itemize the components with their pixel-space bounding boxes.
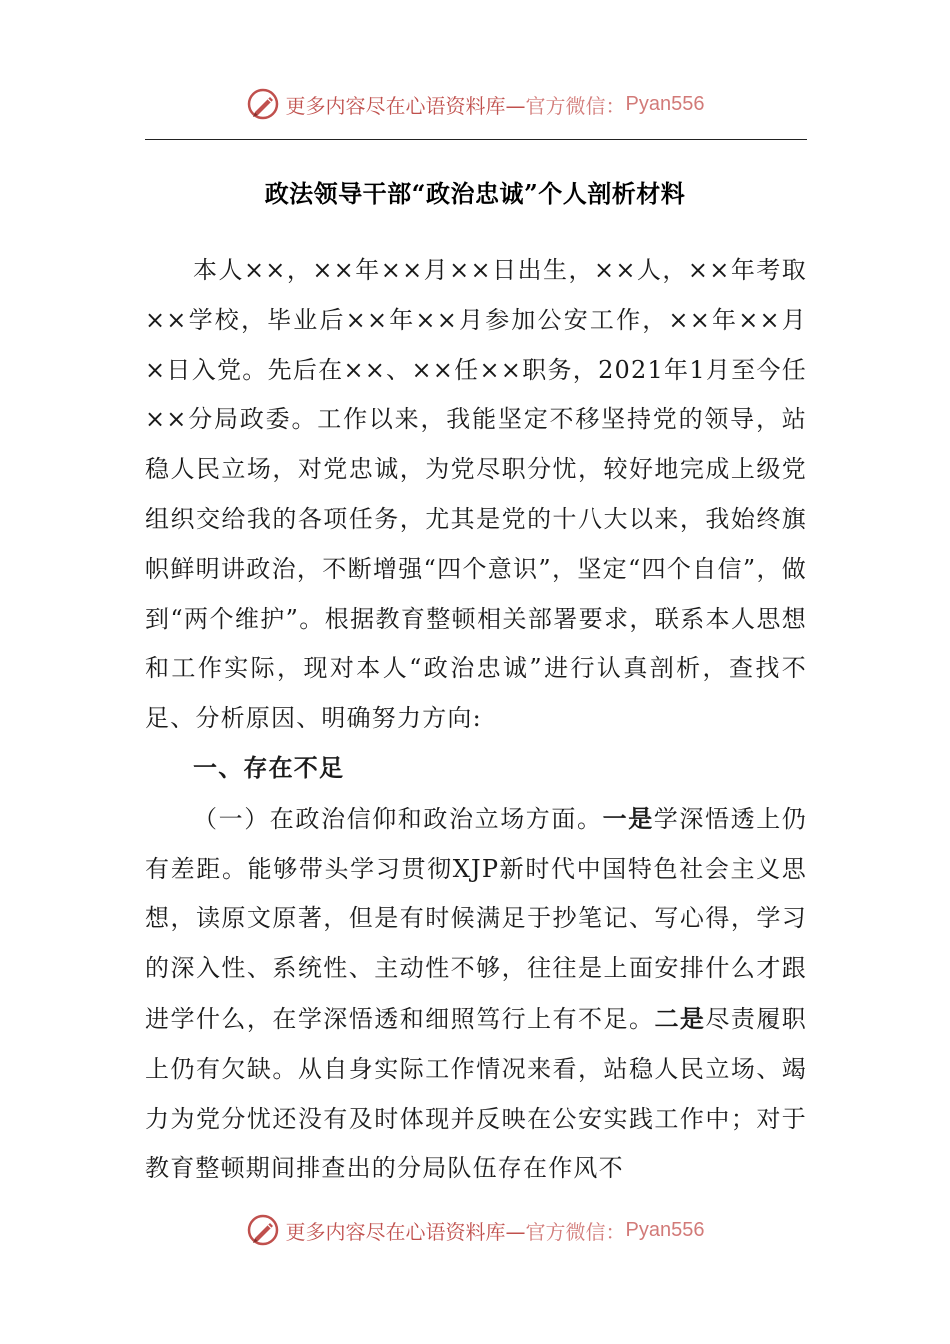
point-marker: 二是 (654, 1003, 706, 1033)
paragraph-text: 学深悟透上仍有差距。能够带头学习贯彻XJP新时代中国特色社会主义思想，读原文原著，但是有时候满足于抄笔记、写心得，学习的深入性、系统性、主动性不够，往往是上面安排什么才跟进学什么，在学深悟透和细照笃行上有不足。 (145, 804, 807, 1033)
header-banner (0, 84, 950, 124)
body-paragraph (145, 794, 807, 1194)
paragraph-lead: （一）在政治信仰和政治立场方面。 (193, 804, 603, 833)
section-heading: 一、存在不足 (193, 753, 345, 782)
intro-paragraph: 本人××，××年××月××日出生，××人，××年考取××学校，毕业后××年××月参加公安工作，××年××月×日入党。先后在××、××任××职务，2021年1月至今任××分局政委。工作以来，我能坚定不移坚持党的领导，站稳人民立场，对党忠诚，为党尽职分忧，较好地完成上级党组织交给我的各项任务，尤其是党的十八大以来，我始终旗帜鲜明讲政治，不断增强“四个意识”，坚定“四个自信”，做到“两个维护”。根据教育整顿相关部署要求，联系本人思想和工作实际，现对本人“政治忠诚”进行认真剖析，查找不足、分析原因、明确努力方向: (145, 256, 807, 733)
banner-wechat-id: Pyan556 (625, 92, 705, 115)
banner-text: 更多内容尽在心语资料库— (285, 1219, 526, 1244)
banner-text: 更多内容尽在心语资料库— (285, 93, 526, 118)
banner-wechat-label: 官方微信： (525, 93, 626, 118)
pen-logo-icon (246, 87, 280, 121)
document-title: 政法领导干部“政治忠诚”个人剖析材料 (264, 179, 686, 208)
paragraph-text: 尽责履职上仍有欠缺。从自身实际工作情况来看，站稳人民立场、竭力为党分忧还没有及时体现并反映在公安实践工作中；对于教育整顿期间排查出的分局队伍存在作风不 (145, 1004, 808, 1183)
banner-wechat-id: Pyan556 (625, 1218, 705, 1241)
header-divider (145, 139, 807, 140)
document-body (145, 246, 807, 1194)
banner-wechat-label: 官方微信： (525, 1219, 626, 1244)
footer-banner (0, 1210, 950, 1250)
point-marker: 一是 (602, 803, 654, 833)
pen-logo-icon (246, 1213, 280, 1247)
